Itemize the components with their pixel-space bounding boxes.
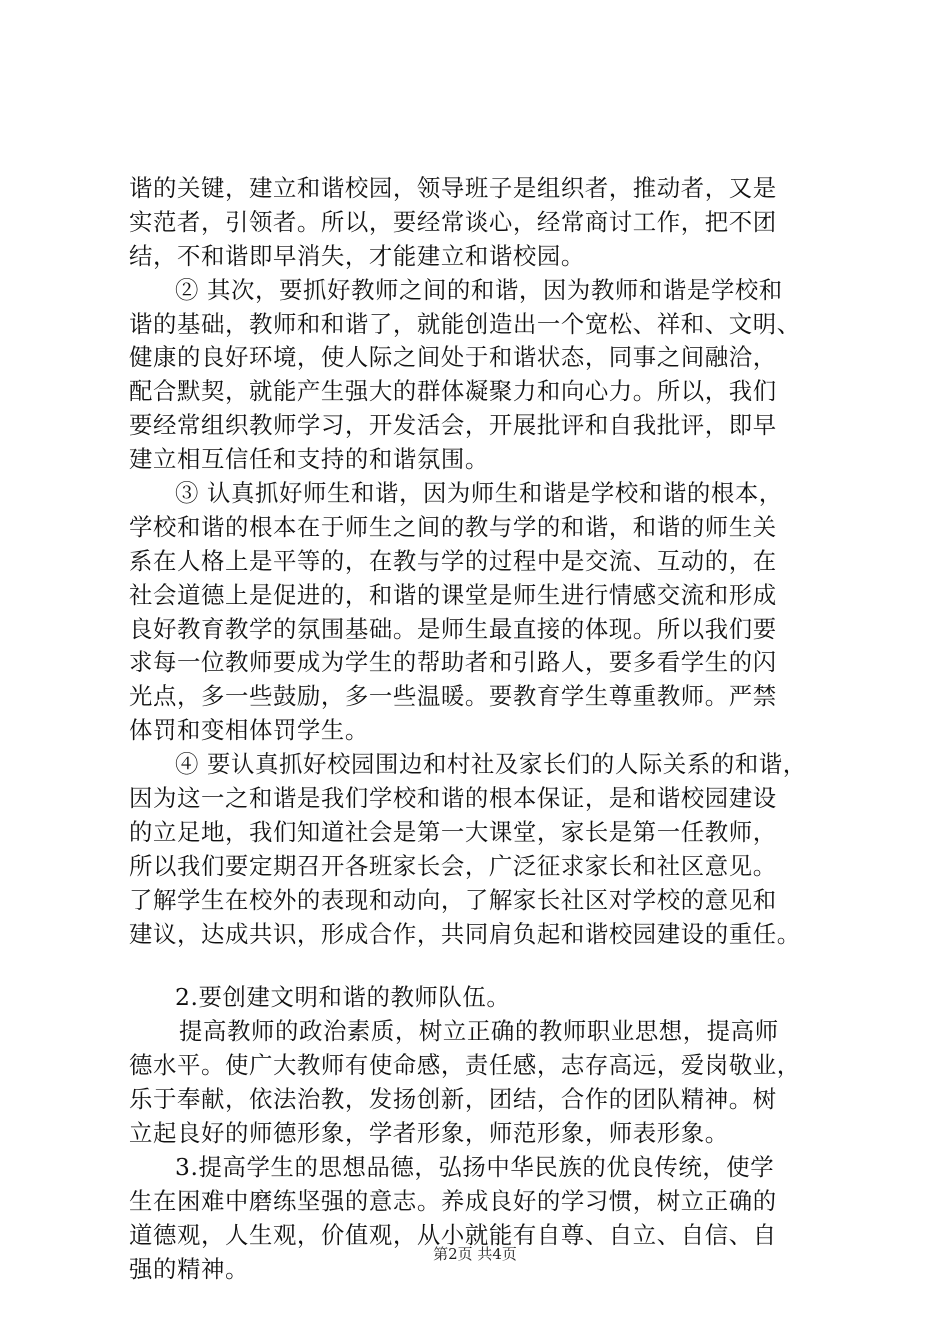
text-line: 谐的基础，教师和和谐了，就能创造出一个宽松、祥和、文明、: [129, 309, 801, 338]
text-line: 立起良好的师德形象，学者形象，师范形象，师表形象。: [129, 1119, 729, 1148]
text-line: 健康的良好环境，使人际之间处于和谐状态，同事之间融洽，: [129, 343, 777, 372]
paragraph-3-start: ③ 认真抓好师生和谐，因为师生和谐是学校和谐的根本，: [175, 479, 783, 508]
text-line: 因为这一之和谐是我们学校和谐的根本保证，是和谐校园建设: [129, 784, 777, 813]
text-line: 所以我们要定期召开各班家长会，广泛征求家长和社区意见。: [129, 851, 777, 880]
text-line: 社会道德上是促进的，和谐的课堂是师生进行情感交流和形成: [129, 580, 777, 609]
text-line: 强的精神。: [129, 1254, 249, 1283]
text-line: 实范者，引领者。所以，要经常谈心，经常商讨工作，把不团: [129, 207, 777, 236]
text-line: 德水平。使广大教师有使命感，责任感，志存高远，爱岗敬业，: [129, 1051, 801, 1080]
text-line: 了解学生在校外的表现和动向，了解家长社区对学校的意见和: [129, 885, 777, 914]
text-line: 体罚和变相体罚学生。: [129, 716, 369, 745]
section-heading-2: 2.要创建文明和谐的教师队伍。: [175, 983, 511, 1012]
paragraph-gap: [129, 951, 849, 981]
text-line: 系在人格上是平等的，在教与学的过程中是交流、互动的，在: [129, 546, 777, 575]
text-line: 谐的关键，建立和谐校园，领导班子是组织者，推动者，又是: [129, 174, 777, 202]
text-line: 建议，达成共识，形成合作，共同肩负起和谐校园建设的重任。: [129, 919, 801, 948]
paragraph-4-start: ④ 要认真抓好校园围边和村社及家长们的人际关系的和谐，: [175, 750, 807, 779]
text-line: 光点，多一些鼓励，多一些温暖。要教育学生尊重教师。严禁: [129, 682, 777, 711]
text-line: 要经常组织教师学习，开发活会，开展批评和自我批评，即早: [129, 411, 777, 440]
text-line: 乐于奉献，依法治教，发扬创新，团结，合作的团队精神。树: [129, 1085, 777, 1114]
text-line: 道德观，人生观，价值观，从小就能有自尊、自立、自信、自: [129, 1220, 777, 1249]
text-line: 结，不和谐即早消失，才能建立和谐校园。: [129, 241, 585, 270]
text-line: 生在困难中磨练坚强的意志。养成良好的学习惯，树立正确的: [129, 1186, 777, 1215]
paragraph-5-start: 提高教师的政治素质，树立正确的教师职业思想，提高师: [179, 1017, 779, 1046]
text-line: 配合默契，就能产生强大的群体凝聚力和向心力。所以，我们: [129, 377, 777, 406]
section-heading-3: 3.提高学生的思想品德，弘扬中华民族的优良传统，使学: [175, 1152, 775, 1181]
text-line: 建立相互信任和支持的和谐氛围。: [129, 445, 489, 474]
text-line: 的立足地，我们知道社会是第一大课堂，家长是第一任教师，: [129, 817, 777, 846]
document-body: [129, 172, 849, 1287]
text-line: 求每一位教师要成为学生的帮助者和引路人，要多看学生的闪: [129, 648, 777, 677]
page-footer: 第2页 共4页: [433, 1245, 517, 1263]
text-line: 学校和谐的根本在于师生之间的教与学的和谐，和谐的师生关: [129, 512, 777, 541]
text-line: 良好教育教学的氛围基础。是师生最直接的体现。所以我们要: [129, 614, 777, 643]
paragraph-2-start: ② 其次，要抓好教师之间的和谐，因为教师和谐是学校和: [175, 275, 783, 304]
